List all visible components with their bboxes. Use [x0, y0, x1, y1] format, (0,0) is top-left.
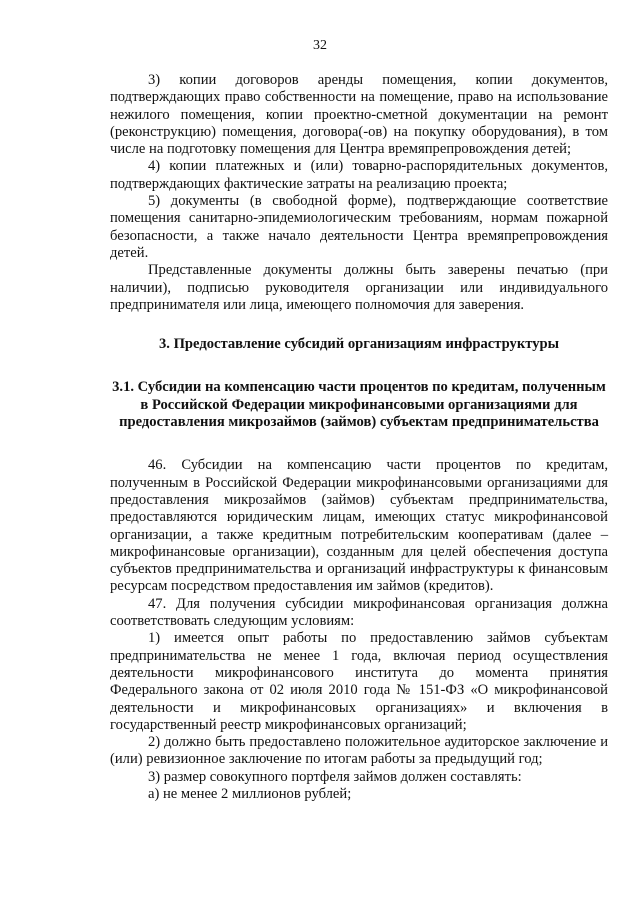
paragraph-item-5-compliance-docs: 5) документы (в свободной форме), подтверждающие соответствие помещения санитарно-эпидемиологическим требованиям, нормам пожарной безопасности, а также начало деятельности Центра времяпрепровождения детей. [110, 193, 608, 261]
paragraph-47: 47. Для получения субсидии микрофинансовая организация должна соответствовать следующим условиям: [110, 595, 608, 630]
paragraph-item-4-payment-docs: 4) копии платежных и (или) товарно-распорядительных документов, подтверждающих фактические затраты на реализацию проекта; [110, 158, 608, 192]
paragraph-item-3-copies: 3) копии договоров аренды помещения, копии документов, подтверждающих право собственности на помещение, право на использование нежилого помещения, копии проектно-сметной документации на ремонт (реконструкцию) помещения, договора(-ов) на покупку оборудования), в том числе на подготовку помещения для Центра времяпрепровождения детей; [110, 72, 608, 158]
section-heading: 3. Предоставление субсидий организациям инфраструктуры [158, 336, 560, 353]
condition-1-experience: 1) имеется опыт работы по предоставлению займов субъектам предпринимательства не менее 1 года, включая период осуществления деятельности микрофинансового института до момента принятия Федерального закона от 02 июля 2010 года № 151-ФЗ «О микрофинансовой деятельности и микрофинансовых организациях» и включения в государственный реестр микрофинансовых организаций; [110, 630, 608, 733]
paragraph-46: 46. Субсидии на компенсацию части процентов по кредитам, полученным в Российской Федерации микрофинансовыми организациями для предоставления микрозаймов (займов) субъектам предпринимательства, предоставляются юридическим лицам, имеющих статус микрофинансовой организации, а также кредитным потребительским кооперативам (далее – микрофинансовые организации), созданным для целей обеспечения доступа субъектов предпринимательства и организаций инфраструктуры к финансовым ресурсам посредством предоставления им займов (кредитов). [110, 457, 608, 595]
page-number: 32 [313, 38, 327, 53]
condition-3a-minimum: а) не менее 2 миллионов рублей; [148, 785, 352, 802]
subsection-heading: 3.1. Субсидии на компенсацию части процентов по кредитам, полученным в Российской Федерации микрофинансовыми организациями для предоставления микрозаймов (займов) субъектам предпринимательства [112, 379, 606, 431]
condition-2-audit: 2) должно быть предоставлено положительное аудиторское заключение и (или) ревизионное заключение по итогам работы за предыдущий год; [110, 734, 608, 768]
condition-3-portfolio: 3) размер совокупного портфеля займов должен составлять: [148, 768, 522, 785]
document-body [110, 72, 608, 803]
paragraph-certification: Представленные документы должны быть заверены печатью (при наличии), подписью руководителя организации или индивидуального предпринимателя или лица, имеющего полномочия для заверения. [110, 262, 608, 313]
